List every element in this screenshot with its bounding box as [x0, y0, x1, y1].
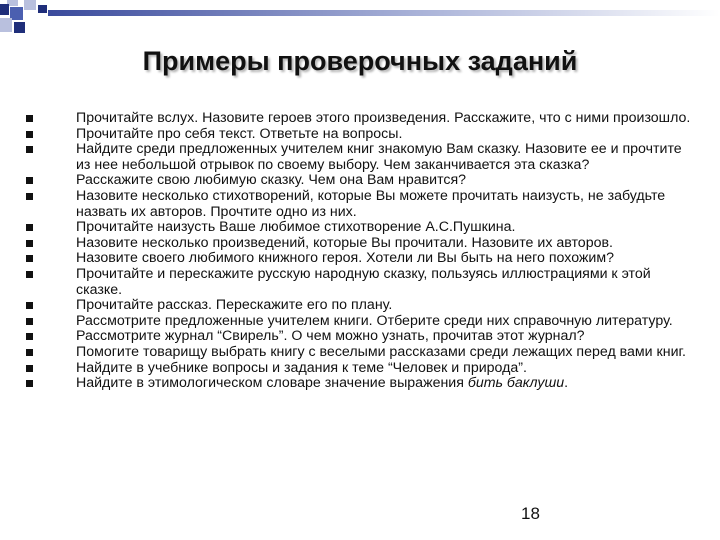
square-bullet-icon — [26, 146, 33, 153]
list-item — [26, 111, 696, 127]
decorative-header — [0, 0, 720, 50]
list-item-text: Назовите несколько произведений, которые Вы прочитали. Назовите их авторов. — [76, 234, 613, 251]
square-bullet-icon — [26, 333, 33, 340]
list-item-text: Прочитайте наизусть Ваше любимое стихотворение А.С.Пушкина. — [76, 219, 516, 236]
list-item — [26, 345, 696, 361]
square-bullet-icon — [26, 193, 33, 200]
page-number: 18 — [521, 504, 540, 523]
list-item-emphasis: бить баклуши — [467, 375, 565, 392]
list-item — [26, 376, 696, 392]
list-item-text: Расскажите свою любимую сказку. Чем она Вам нравится? — [76, 172, 467, 189]
square-bullet-icon — [26, 240, 33, 247]
list-item — [26, 329, 696, 345]
square-bullet-icon — [26, 131, 33, 138]
task-list — [26, 111, 696, 392]
square-bullet-icon — [26, 302, 33, 309]
list-item — [26, 267, 696, 298]
list-item-text: Прочитайте вслух. Назовите героев этого произведения. Расскажите, что с ними произошло. — [76, 110, 691, 126]
list-item — [26, 173, 696, 189]
square-bullet-icon — [26, 349, 33, 356]
square-bullet-icon — [26, 271, 33, 278]
list-item-suffix: . — [564, 375, 569, 392]
square-bullet-icon — [26, 255, 33, 262]
decorative-squares-graphic — [0, 0, 720, 50]
slide-title: Примеры проверочных заданий — [142, 46, 578, 76]
list-item — [26, 298, 696, 314]
list-item — [26, 236, 696, 252]
list-item-text: Рассмотрите журнал “Свирель”. О чем можно узнать, прочитав этот журнал? — [76, 328, 585, 345]
square-bullet-icon — [26, 177, 33, 184]
list-item-text: Найдите среди предложенных учителем книг знакомую Вам сказку. Назовите ее и прочтите из нее небольшой отрывок по своему выбору. Чем заканчивается эта сказка? — [76, 141, 682, 173]
list-item — [26, 251, 696, 267]
square-bullet-icon — [26, 365, 33, 372]
list-item-text: Прочитайте про себя текст. Ответьте на вопросы. — [76, 125, 403, 142]
list-item — [26, 127, 696, 143]
square-bullet-icon — [26, 318, 33, 325]
square-bullet-icon — [26, 115, 33, 122]
list-item — [26, 361, 696, 377]
square-bullet-icon — [26, 380, 33, 387]
list-item — [26, 142, 696, 173]
list-item — [26, 314, 696, 330]
list-item-text: Прочитайте и перескажите русскую народную сказку, пользуясь иллюстрациями к этой сказке. — [76, 265, 651, 298]
list-item-text: Помогите товарищу выбрать книгу с веселыми рассказами среди лежащих перед вами книг. — [76, 343, 686, 360]
list-item-text: Найдите в этимологическом словаре значение выражения — [76, 375, 468, 392]
square-bullet-icon — [26, 224, 33, 231]
list-item-text: Найдите в учебнике вопросы и задания к теме “Человек и природа”. — [76, 359, 527, 376]
list-item — [26, 189, 696, 220]
list-item-text: Прочитайте рассказ. Перескажите его по плану. — [76, 297, 393, 314]
list-item — [26, 220, 696, 236]
list-item-text: Назовите несколько стихотворений, которые Вы можете прочитать наизусть, не забудьте назвать их авторов. Прочтите одно из них. — [76, 187, 666, 220]
list-item-text: Назовите своего любимого книжного героя. Хотели ли Вы быть на него похожим? — [76, 250, 614, 267]
list-item-text: Рассмотрите предложенные учителем книги. Отберите среди них справочную литературу. — [76, 312, 673, 329]
